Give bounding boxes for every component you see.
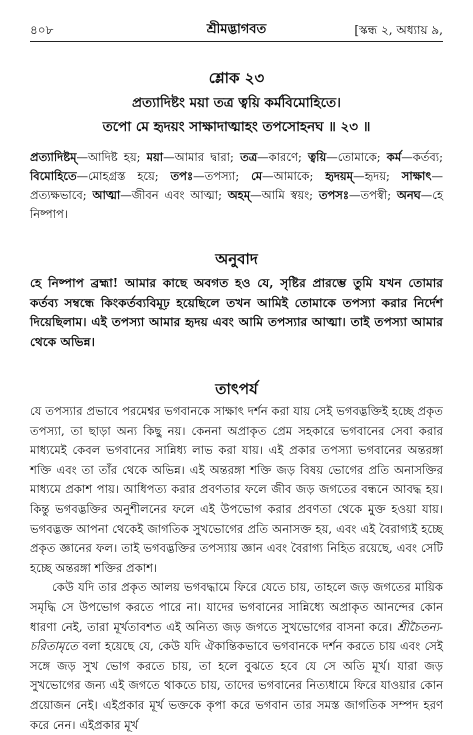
synonym-meaning: মোহগ্রস্ত হয়ে;	[88, 169, 171, 183]
page-header	[30, 20, 443, 40]
synonym-meaning: কর্তব্য;	[412, 150, 444, 164]
synonym-meaning: আমি স্বয়ং;	[261, 188, 319, 202]
synonym-word: মে	[251, 169, 263, 183]
translation-text: হে নিষ্পাপ ব্রহ্মা! আমার কাছে অবগত হও যে, সৃষ্টির প্রারম্ভে তুমি যখন তোমার কর্তব্য সম্বন্ধে কিংকর্তব্যবিমূঢ় হয়েছিলে তখন আমিই তোমাকে তপস্যা করার নির্দেশ দিয়েছিলাম। এই তপস্যা আমার হৃদয় এবং আমি তপস্যার আত্মা। তাই তপস্যা আমার থেকে অভিন্ন।	[30, 276, 443, 349]
synonym-dash: —	[431, 169, 443, 183]
synonym-dash: —	[401, 150, 413, 164]
synonym-word: প্রত্যাদিষ্টম্	[30, 150, 77, 164]
book-title: শ্রীমদ্ভাগবত	[206, 22, 267, 37]
synonym-word: তত্র	[240, 150, 258, 164]
translation-heading: অনুবাদ	[215, 250, 258, 268]
synonym-word: ময়া	[146, 150, 164, 164]
synonym-word: অনঘ	[396, 188, 421, 202]
synonym-word: অহম্	[227, 188, 251, 202]
synonym-dash: —	[257, 150, 269, 164]
purport-paragraph-2-part-b: বলা হয়েছে যে, কেউ যদি ঐকান্তিকভাবে ভগবানকে দর্শন করতে চায় এবং সেই সঙ্গে জড় সুখ ভোগ করতে চায়, তা হলে বুঝতে হবে যে সে অতি মূর্খ। যারা জড় সুখভোগের জন্য এই জগতে থাকতে চায়, তাদের ভগবানের নিত্যধামে ফিরে যাওয়ার কোন প্রয়োজন নেই। এইপ্রকার মূর্খ ভক্তকে কৃপা করে ভগবান তার সমস্ত জাগতিক সম্পদ হরণ করে নেন। এইপ্রকার মূর্খ	[30, 639, 443, 732]
verse-number-heading: শ্লোক ২৩	[208, 69, 265, 87]
page-number: ৪০৮	[30, 23, 54, 37]
synonyms-list	[30, 150, 443, 221]
synonym-dash: —	[420, 188, 433, 202]
synonym-meaning: তপস্যা;	[204, 169, 252, 183]
purport-paragraph-1: যে তপস্যার প্রভাবে পরমেশ্বর ভগবানকে সাক্ষাৎ দর্শন করা যায় সেই ভগবদ্ভক্তিই হচ্ছে প্রকৃত তপস্যা, তা ছাড়া অন্য কিছু নয়। কেননা অপ্রাকৃত প্রেম সহকারে ভগবানের সেবা করার মাধ্যমেই কেবল ভগবানের সান্নিধ্য লাভ করা যায়। এই প্রকার তপস্যা ভগবানের অন্তরঙ্গা শক্তি এবং তা তাঁর থেকে অভিন্ন। এই অন্তরঙ্গা শক্তি জড় বিষয় ভোগের প্রতি অনাসক্তির মাধ্যমে প্রকাশ পায়। আধিপত্য করার প্রবণতার ফলে জীব জড় জগতের বন্ধনে আবদ্ধ হয়। কিন্তু ভগবদ্ভক্তির অনুশীলনের ফলে এই উপভোগ করার প্রবণতা থেকে মুক্ত হওয়া যায়। ভগবদ্ভক্ত আপনা থেকেই জাগতিক সুখভোগের প্রতি অনাসক্ত হয়, এবং এই বৈরাগ্যই হচ্ছে প্রকৃত জ্ঞানের ফল। তাই ভগবদ্ভক্তির তপস্যায় জ্ঞান এবং বৈরাগ্য নিহিত রয়েছে, এবং সেটি হচ্ছে অন্তরঙ্গা শক্তির প্রকাশ।	[30, 404, 443, 575]
synonym-word: কর্ম	[386, 150, 402, 164]
synonym-dash: —	[349, 188, 361, 202]
synonym-dash: —	[353, 169, 365, 183]
synonym-meaning: তপস্বী;	[360, 188, 397, 202]
synonym-meaning: আমাকে;	[273, 169, 326, 183]
synonyms-block	[30, 148, 443, 224]
synonym-word: তপঃ	[170, 169, 194, 183]
synonym-dash: —	[76, 169, 89, 183]
synonym-dash: —	[262, 169, 274, 183]
chapter-reference: [স্কন্ধ ২, অধ্যায় ৯,	[354, 23, 443, 37]
synonym-word: ত্বয়ি	[307, 150, 327, 164]
synonym-dash: —	[193, 169, 205, 183]
synonym-word: আত্মা	[92, 188, 121, 202]
purport-heading: তাৎপর্য	[215, 380, 258, 398]
synonym-word: হৃদয়ম্	[325, 169, 354, 183]
synonym-meaning: আমার দ্বারা;	[174, 150, 241, 164]
synonym-dash: —	[120, 188, 132, 202]
synonym-meaning: প্রত্যক্ষভাবে;	[30, 188, 93, 202]
synonym-meaning: হে নিষ্পাপ।	[30, 188, 444, 221]
synonym-dash: —	[76, 150, 88, 164]
verse-line-1: প্রত্যাদিষ্টং ময়া তত্র ত্বয়ি কর্মবিমোহিতে।	[131, 95, 341, 111]
synonym-meaning: তোমাকে;	[337, 150, 387, 164]
synonym-dash: —	[163, 150, 175, 164]
synonym-dash: —	[250, 188, 262, 202]
synonym-meaning: হৃদয়;	[364, 169, 402, 183]
synonym-meaning: কারণে;	[268, 150, 308, 164]
synonym-word: তপসঃ	[318, 188, 349, 202]
purport-body	[30, 402, 443, 735]
purport-paragraph-2	[30, 578, 443, 735]
verse-line-2: তপো মে হৃদয়ং সাক্ষাদাত্মাহং তপসোহনঘ ॥ ২৩ ॥	[102, 119, 371, 135]
header-divider	[30, 41, 443, 42]
purport-book-reference: শ্রীচৈতন্য-চরিতামৃতে	[30, 619, 443, 654]
synonym-meaning: জীবন এবং আত্মা;	[131, 188, 228, 202]
purport-paragraph-2-part-a: কেউ যদি তার প্রকৃত আলয় ভগবদ্ধামে ফিরে যেতে চায়, তাহলে জড় জগতের মায়িক সমৃদ্ধি সে উপভোগ করতে পারে না। যাদের ভগবানের সান্নিধ্যে অপ্রাকৃত আনন্দের কোন ধারণা নেই, তারা মূর্খতাবশত এই অনিত্য জড় জগতে সুখভোগের বাসনা করে।	[30, 580, 443, 634]
synonym-dash: —	[326, 150, 338, 164]
synonym-word: সাক্ষাৎ	[401, 169, 432, 183]
synonym-meaning: আদিষ্ট হয়;	[88, 150, 147, 164]
synonym-word: বিমোহিতে	[30, 169, 77, 183]
